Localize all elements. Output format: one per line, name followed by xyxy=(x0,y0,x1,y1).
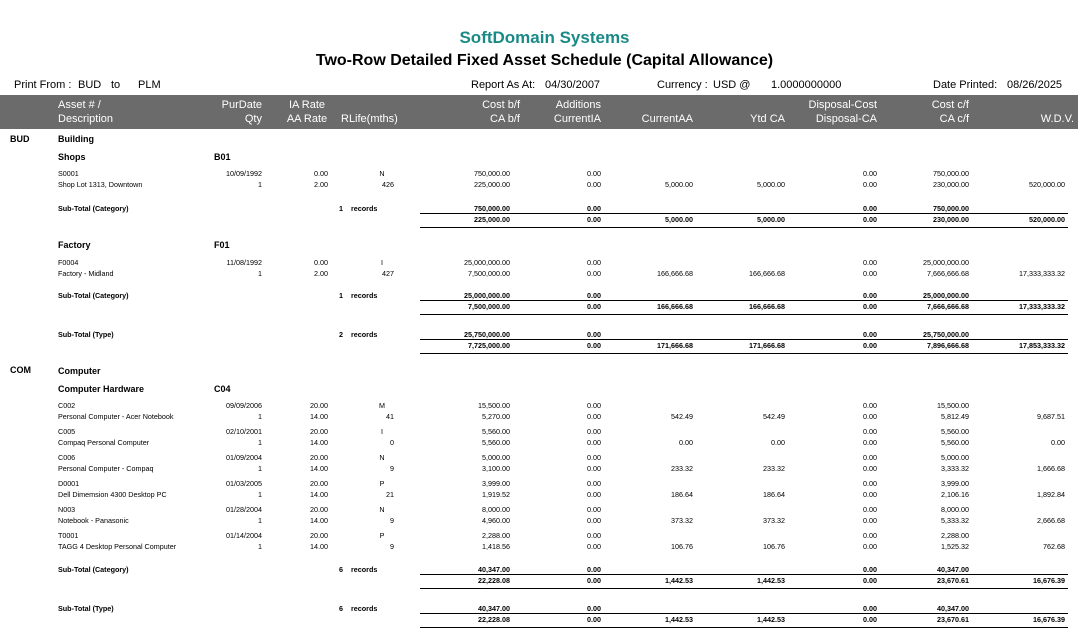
subtotal-disposal-ca: 0.00 xyxy=(863,576,877,585)
header-ca-cf: CA c/f xyxy=(939,113,969,125)
subtotal-ytd-ca: 1,442.53 xyxy=(757,615,785,624)
cost-bf: 2,288.00 xyxy=(482,531,510,540)
depreciation-code: N xyxy=(379,505,385,514)
aa-rate: 14.00 xyxy=(310,490,328,499)
header-ia-rate: IA Rate xyxy=(288,99,326,111)
ia-rate: 20.00 xyxy=(310,453,328,462)
current-ia: 0.00 xyxy=(587,438,601,447)
subtotal-current-ia: 0.00 xyxy=(587,576,601,585)
disposal-cost: 0.00 xyxy=(863,401,877,410)
wdv: 1,892.84 xyxy=(1037,490,1065,499)
record-count: 6 xyxy=(339,565,343,574)
subtotal-wdv: 16,676.39 xyxy=(1033,615,1065,624)
depreciation-code: P xyxy=(379,531,385,540)
header-wdv: W.D.V. xyxy=(1040,113,1074,125)
header-ca-bf: CA b/f xyxy=(490,113,520,125)
ca-cf: 2,106.16 xyxy=(941,490,969,499)
subtotal-ytd-ca: 166,666.68 xyxy=(749,302,785,311)
asset-number: C006 xyxy=(58,453,76,462)
subtotal-current-aa: 5,000.00 xyxy=(665,215,693,224)
records-label: records xyxy=(351,291,378,300)
subtotal-label: Sub-Total (Category) xyxy=(58,565,129,574)
subtotal-cost-bf: 40,347.00 xyxy=(478,565,510,574)
purchase-date: 02/10/2001 xyxy=(226,427,262,436)
cost-cf: 5,560.00 xyxy=(941,427,969,436)
quantity: 1 xyxy=(258,542,262,551)
report-title: Two-Row Detailed Fixed Asset Schedule (Capital Allowance) xyxy=(315,52,774,69)
report-as-at-label: Report As At: xyxy=(471,79,536,91)
aa-rate: 14.00 xyxy=(310,438,328,447)
current-aa: 186.64 xyxy=(671,490,693,499)
subtotal-additions: 0.00 xyxy=(587,604,601,613)
remaining-life: 41 xyxy=(386,412,394,421)
wdv: 762.68 xyxy=(1043,542,1065,551)
additions: 0.00 xyxy=(587,453,601,462)
depreciation-code: N xyxy=(379,169,385,178)
disposal-cost: 0.00 xyxy=(863,427,877,436)
disposal-cost: 0.00 xyxy=(863,505,877,514)
subtotal-underline xyxy=(420,227,1068,228)
wdv: 2,666.68 xyxy=(1037,516,1065,525)
ca-cf: 3,333.32 xyxy=(941,464,969,473)
remaining-life: 21 xyxy=(386,490,394,499)
current-ia: 0.00 xyxy=(587,412,601,421)
category-name: Computer Hardware xyxy=(58,384,145,394)
wdv: 17,333,333.32 xyxy=(1019,269,1065,278)
quantity: 1 xyxy=(258,490,262,499)
ia-rate: 20.00 xyxy=(310,531,328,540)
asset-number: C002 xyxy=(58,401,76,410)
subtotal-current-ia: 0.00 xyxy=(587,615,601,624)
asset-description: Factory - Midland xyxy=(58,269,114,278)
print-to-value: PLM xyxy=(138,79,161,91)
records-label: records xyxy=(351,330,378,339)
subtotal-disposal-cost: 0.00 xyxy=(863,330,877,339)
disposal-cost: 0.00 xyxy=(863,169,877,178)
asset-description: Personal Computer - Compaq xyxy=(58,464,154,473)
header-cost-bf: Cost b/f xyxy=(482,99,520,111)
current-aa: 373.32 xyxy=(671,516,693,525)
additions: 0.00 xyxy=(587,479,601,488)
subtotal-ca-bf: 22,228.08 xyxy=(478,576,510,585)
record-count: 2 xyxy=(339,330,343,339)
subtotal-wdv: 520,000.00 xyxy=(1029,215,1065,224)
subtotal-cost-bf: 750,000.00 xyxy=(474,204,510,213)
subtotal-disposal-cost: 0.00 xyxy=(863,604,877,613)
subtotal-separator-line xyxy=(420,574,1068,575)
quantity: 1 xyxy=(258,180,262,189)
record-count: 1 xyxy=(339,291,343,300)
quantity: 1 xyxy=(258,516,262,525)
cost-bf: 8,000.00 xyxy=(482,505,510,514)
cost-cf: 750,000.00 xyxy=(933,169,969,178)
date-printed-value: 08/26/2025 xyxy=(1007,79,1063,91)
asset-number: N003 xyxy=(58,505,76,514)
category-name: Shops xyxy=(58,152,86,162)
disposal-cost: 0.00 xyxy=(863,258,877,267)
subtotal-disposal-ca: 0.00 xyxy=(863,615,877,624)
quantity: 1 xyxy=(258,269,262,278)
record-count: 6 xyxy=(339,604,343,613)
disposal-ca: 0.00 xyxy=(863,490,877,499)
ca-bf: 7,500,000.00 xyxy=(468,269,510,278)
type-code: COM xyxy=(10,365,31,375)
subtotal-label: Sub-Total (Type) xyxy=(58,330,114,339)
cost-cf: 3,999.00 xyxy=(941,479,969,488)
ia-rate: 0.00 xyxy=(314,169,328,178)
subtotal-wdv: 16,676.39 xyxy=(1033,576,1065,585)
asset-number: F0004 xyxy=(58,258,79,267)
subtotal-ytd-ca: 5,000.00 xyxy=(757,215,785,224)
ytd-ca: 373.32 xyxy=(763,516,785,525)
remaining-life: 426 xyxy=(382,180,394,189)
ca-cf: 230,000.00 xyxy=(933,180,969,189)
ca-bf: 4,960.00 xyxy=(482,516,510,525)
cost-bf: 5,560.00 xyxy=(482,427,510,436)
current-aa: 0.00 xyxy=(679,438,693,447)
ca-cf: 1,525.32 xyxy=(941,542,969,551)
asset-number: C005 xyxy=(58,427,76,436)
ytd-ca: 5,000.00 xyxy=(757,180,785,189)
header-purdate: PurDate xyxy=(221,99,262,111)
asset-description: TAGG 4 Desktop Personal Computer xyxy=(58,542,177,551)
disposal-ca: 0.00 xyxy=(863,438,877,447)
ca-cf: 7,666,666.68 xyxy=(927,269,969,278)
ytd-ca: 106.76 xyxy=(763,542,785,551)
subtotal-cost-bf: 25,750,000.00 xyxy=(464,330,510,339)
current-ia: 0.00 xyxy=(587,180,601,189)
currency-label: Currency : xyxy=(657,79,708,91)
asset-number: D0001 xyxy=(58,479,80,488)
ytd-ca: 542.49 xyxy=(763,412,785,421)
ia-rate: 20.00 xyxy=(310,479,328,488)
ytd-ca: 166,666.68 xyxy=(749,269,785,278)
records-label: records xyxy=(351,565,378,574)
asset-description: Notebook - Panasonic xyxy=(58,516,129,525)
subtotal-additions: 0.00 xyxy=(587,565,601,574)
subtotal-current-ia: 0.00 xyxy=(587,302,601,311)
subtotal-current-ia: 0.00 xyxy=(587,215,601,224)
ia-rate: 20.00 xyxy=(310,401,328,410)
remaining-life: 427 xyxy=(382,269,394,278)
header-aa-rate: AA Rate xyxy=(286,113,328,125)
subtotal-underline xyxy=(420,314,1068,315)
subtotal-disposal-ca: 0.00 xyxy=(863,215,877,224)
print-from-label: Print From : xyxy=(14,79,72,91)
report-as-at-value: 04/30/2007 xyxy=(545,79,601,91)
subtotal-disposal-cost: 0.00 xyxy=(863,291,877,300)
cost-bf: 25,000,000.00 xyxy=(464,258,510,267)
current-aa: 542.49 xyxy=(671,412,693,421)
subtotal-ytd-ca: 171,666.68 xyxy=(749,341,785,350)
purchase-date: 10/09/1992 xyxy=(226,169,262,178)
cost-cf: 8,000.00 xyxy=(941,505,969,514)
ca-bf: 5,270.00 xyxy=(482,412,510,421)
header-disposal-ca: Disposal-CA xyxy=(815,113,877,125)
current-ia: 0.00 xyxy=(587,464,601,473)
depreciation-code: P xyxy=(379,479,385,488)
cost-bf: 3,999.00 xyxy=(482,479,510,488)
additions: 0.00 xyxy=(587,505,601,514)
aa-rate: 14.00 xyxy=(310,516,328,525)
subtotal-current-aa: 166,666.68 xyxy=(657,302,693,311)
print-from-value: BUD xyxy=(78,79,102,91)
disposal-ca: 0.00 xyxy=(863,464,877,473)
records-label: records xyxy=(351,204,378,213)
cost-cf: 25,000,000.00 xyxy=(923,258,969,267)
subtotal-cost-cf: 40,347.00 xyxy=(937,565,969,574)
type-code: BUD xyxy=(10,134,30,144)
depreciation-code: M xyxy=(379,401,385,410)
header-current-aa: CurrentAA xyxy=(641,113,693,125)
subtotal-current-aa: 1,442.53 xyxy=(665,576,693,585)
subtotal-cost-bf: 40,347.00 xyxy=(478,604,510,613)
subtotal-wdv: 17,853,333.32 xyxy=(1019,341,1065,350)
ca-bf: 5,560.00 xyxy=(482,438,510,447)
remaining-life: 0 xyxy=(390,438,394,447)
subtotal-separator-line xyxy=(420,613,1068,614)
header-current-ia: CurrentIA xyxy=(553,113,601,125)
depreciation-code: N xyxy=(379,453,385,462)
subtotal-cost-cf: 40,347.00 xyxy=(937,604,969,613)
ia-rate: 20.00 xyxy=(310,427,328,436)
subtotal-current-ia: 0.00 xyxy=(587,341,601,350)
current-ia: 0.00 xyxy=(587,516,601,525)
disposal-cost: 0.00 xyxy=(863,479,877,488)
company-name: SoftDomain Systems xyxy=(459,28,630,47)
record-count: 1 xyxy=(339,204,343,213)
ia-rate: 0.00 xyxy=(314,258,328,267)
date-printed-label: Date Printed: xyxy=(933,79,998,91)
depreciation-code: I xyxy=(381,258,383,267)
ca-bf: 225,000.00 xyxy=(474,180,510,189)
currency-value: USD @ xyxy=(713,79,751,91)
disposal-cost: 0.00 xyxy=(863,531,877,540)
header-ytd-ca: Ytd CA xyxy=(750,113,785,125)
ca-bf: 3,100.00 xyxy=(482,464,510,473)
subtotal-underline xyxy=(420,588,1068,589)
header-additions: Additions xyxy=(555,99,601,111)
category-name: Factory xyxy=(58,240,91,250)
additions: 0.00 xyxy=(587,427,601,436)
subtotal-current-aa: 1,442.53 xyxy=(665,615,693,624)
current-ia: 0.00 xyxy=(587,269,601,278)
subtotal-label: Sub-Total (Category) xyxy=(58,291,129,300)
cost-bf: 15,500.00 xyxy=(478,401,510,410)
subtotal-disposal-ca: 0.00 xyxy=(863,341,877,350)
ca-bf: 1,919.52 xyxy=(482,490,510,499)
wdv: 520,000.00 xyxy=(1029,180,1065,189)
records-label: records xyxy=(351,604,378,613)
additions: 0.00 xyxy=(587,401,601,410)
header-asset-no: Asset # / xyxy=(58,99,101,111)
cost-bf: 5,000.00 xyxy=(482,453,510,462)
cost-bf: 750,000.00 xyxy=(474,169,510,178)
subtotal-separator-line xyxy=(420,300,1068,301)
additions: 0.00 xyxy=(587,258,601,267)
aa-rate: 14.00 xyxy=(310,542,328,551)
ca-cf: 5,812.49 xyxy=(941,412,969,421)
category-code: C04 xyxy=(214,384,231,394)
subtotal-ca-cf: 230,000.00 xyxy=(933,215,969,224)
additions: 0.00 xyxy=(587,169,601,178)
subtotal-label: Sub-Total (Type) xyxy=(58,604,114,613)
subtotal-wdv: 17,333,333.32 xyxy=(1019,302,1065,311)
disposal-cost: 0.00 xyxy=(863,453,877,462)
disposal-ca: 0.00 xyxy=(863,269,877,278)
cost-cf: 2,288.00 xyxy=(941,531,969,540)
aa-rate: 2.00 xyxy=(314,269,328,278)
aa-rate: 14.00 xyxy=(310,464,328,473)
disposal-ca: 0.00 xyxy=(863,516,877,525)
purchase-date: 01/09/2004 xyxy=(226,453,262,462)
wdv: 1,666.68 xyxy=(1037,464,1065,473)
subtotal-underline xyxy=(420,627,1068,628)
print-to-label: to xyxy=(111,79,121,91)
remaining-life: 9 xyxy=(390,516,394,525)
purchase-date: 11/08/1992 xyxy=(226,258,262,267)
subtotal-ca-bf: 22,228.08 xyxy=(478,615,510,624)
type-name: Computer xyxy=(58,366,101,376)
aa-rate: 2.00 xyxy=(314,180,328,189)
subtotal-disposal-cost: 0.00 xyxy=(863,565,877,574)
ytd-ca: 186.64 xyxy=(763,490,785,499)
subtotal-ca-cf: 7,666,666.68 xyxy=(927,302,969,311)
subtotal-cost-bf: 25,000,000.00 xyxy=(464,291,510,300)
current-ia: 0.00 xyxy=(587,490,601,499)
subtotal-ca-bf: 7,725,000.00 xyxy=(468,341,510,350)
current-aa: 106.76 xyxy=(671,542,693,551)
cost-cf: 15,500.00 xyxy=(937,401,969,410)
ytd-ca: 0.00 xyxy=(771,438,785,447)
subtotal-ca-bf: 225,000.00 xyxy=(474,215,510,224)
exchange-rate: 1.0000000000 xyxy=(771,79,842,91)
purchase-date: 09/09/2006 xyxy=(226,401,262,410)
subtotal-separator-line xyxy=(420,213,1068,214)
subtotal-additions: 0.00 xyxy=(587,291,601,300)
subtotal-disposal-cost: 0.00 xyxy=(863,204,877,213)
asset-description: Personal Computer - Acer Notebook xyxy=(58,412,174,421)
subtotal-cost-cf: 25,750,000.00 xyxy=(923,330,969,339)
header-rlife: RLife(mths) xyxy=(341,113,398,125)
subtotal-disposal-ca: 0.00 xyxy=(863,302,877,311)
current-aa: 5,000.00 xyxy=(665,180,693,189)
header-description: Description xyxy=(58,113,114,125)
asset-description: Compaq Personal Computer xyxy=(58,438,150,447)
current-aa: 233.32 xyxy=(671,464,693,473)
asset-description: Shop Lot 1313, Downtown xyxy=(58,180,143,189)
subtotal-ca-cf: 23,670.61 xyxy=(937,576,969,585)
disposal-ca: 0.00 xyxy=(863,412,877,421)
subtotal-ca-bf: 7,500,000.00 xyxy=(468,302,510,311)
quantity: 1 xyxy=(258,412,262,421)
header-cost-cf: Cost c/f xyxy=(931,99,969,111)
current-aa: 166,666.68 xyxy=(657,269,693,278)
header-disposal-cost: Disposal-Cost xyxy=(808,99,877,111)
subtotal-additions: 0.00 xyxy=(587,204,601,213)
ytd-ca: 233.32 xyxy=(763,464,785,473)
ia-rate: 20.00 xyxy=(310,505,328,514)
subtotal-cost-cf: 25,000,000.00 xyxy=(923,291,969,300)
purchase-date: 01/03/2005 xyxy=(226,479,262,488)
category-code: B01 xyxy=(214,152,231,162)
remaining-life: 9 xyxy=(390,542,394,551)
cost-cf: 5,000.00 xyxy=(941,453,969,462)
quantity: 1 xyxy=(258,464,262,473)
ca-cf: 5,560.00 xyxy=(941,438,969,447)
subtotal-ca-cf: 7,896,666.68 xyxy=(927,341,969,350)
subtotal-current-aa: 171,666.68 xyxy=(657,341,693,350)
quantity: 1 xyxy=(258,438,262,447)
asset-number: T0001 xyxy=(58,531,79,540)
subtotal-cost-cf: 750,000.00 xyxy=(933,204,969,213)
wdv: 9,687.51 xyxy=(1037,412,1065,421)
header-qty: Qty xyxy=(244,113,262,125)
remaining-life: 9 xyxy=(390,464,394,473)
depreciation-code: I xyxy=(381,427,383,436)
wdv: 0.00 xyxy=(1051,438,1065,447)
ca-cf: 5,333.32 xyxy=(941,516,969,525)
type-name: Building xyxy=(58,134,94,144)
subtotal-underline xyxy=(420,353,1068,354)
ca-bf: 1,418.56 xyxy=(482,542,510,551)
purchase-date: 01/28/2004 xyxy=(226,505,262,514)
additions: 0.00 xyxy=(587,531,601,540)
category-code: F01 xyxy=(214,240,230,250)
subtotal-separator-line xyxy=(420,339,1068,340)
aa-rate: 14.00 xyxy=(310,412,328,421)
subtotal-ytd-ca: 1,442.53 xyxy=(757,576,785,585)
disposal-ca: 0.00 xyxy=(863,542,877,551)
current-ia: 0.00 xyxy=(587,542,601,551)
disposal-ca: 0.00 xyxy=(863,180,877,189)
subtotal-additions: 0.00 xyxy=(587,330,601,339)
asset-number: S0001 xyxy=(58,169,79,178)
subtotal-ca-cf: 23,670.61 xyxy=(937,615,969,624)
subtotal-label: Sub-Total (Category) xyxy=(58,204,129,213)
asset-description: Dell Dimemsion 4300 Desktop PC xyxy=(58,490,167,499)
purchase-date: 01/14/2004 xyxy=(226,531,262,540)
